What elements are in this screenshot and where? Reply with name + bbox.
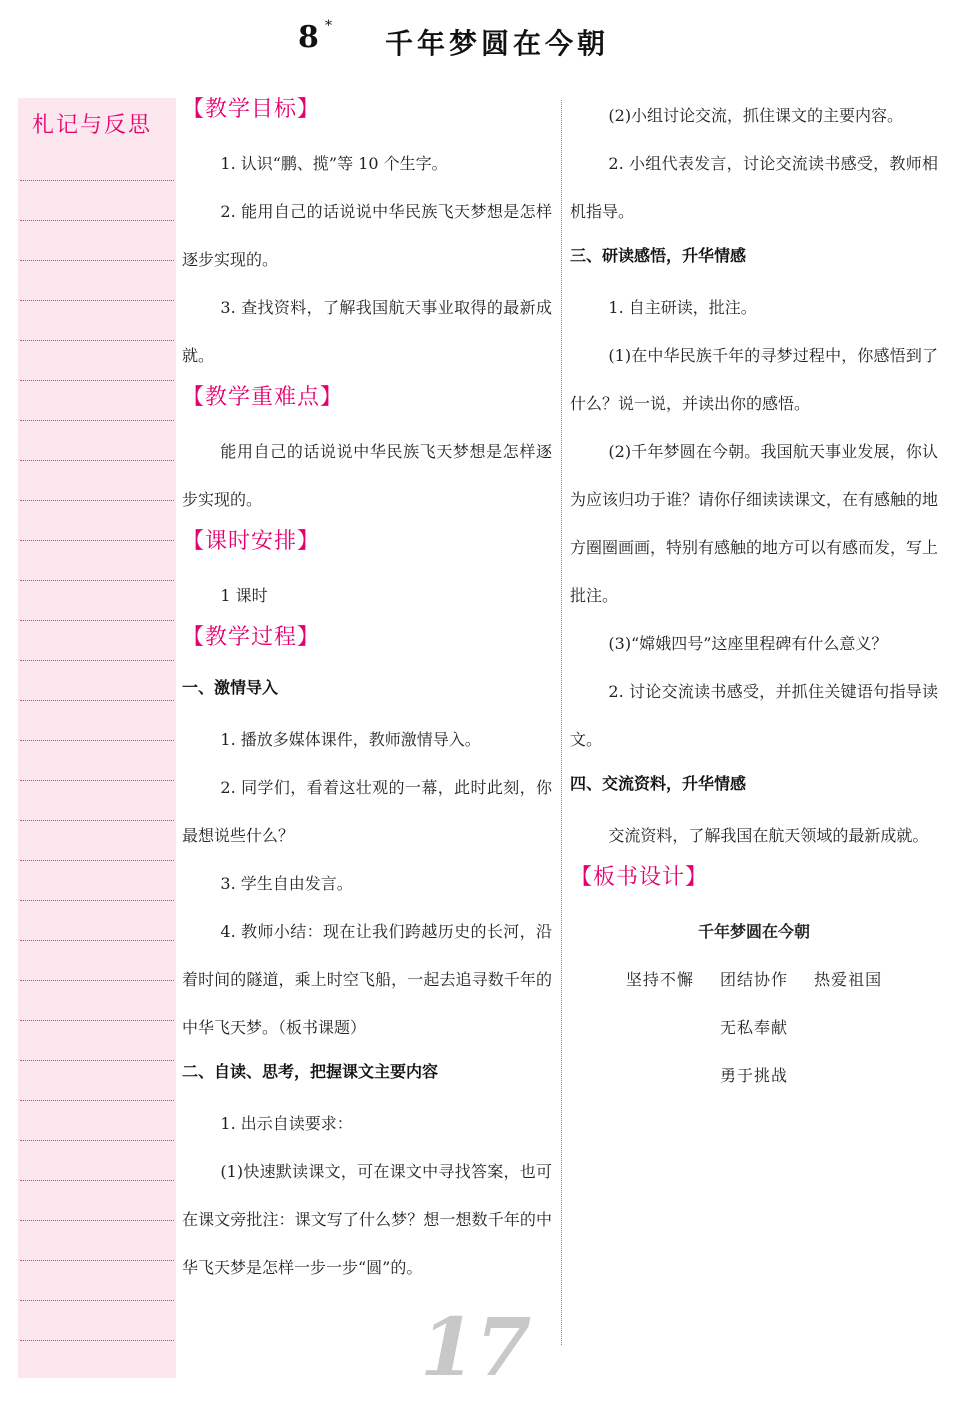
note-line: [20, 500, 174, 501]
section-title: 二、自读、思考，把握课文主要内容: [182, 1062, 439, 1081]
note-line: [20, 940, 174, 941]
process-heading: 【教学过程】: [182, 625, 321, 650]
note-line: [20, 300, 174, 301]
note-line: [20, 1060, 174, 1061]
keypoint-text: 能用自己的话说说中华民族飞天梦想是怎样逐步实现的。: [182, 442, 552, 509]
note-line: [20, 1020, 174, 1021]
keypoint-heading: 【教学重难点】: [182, 385, 344, 410]
note-line: [20, 620, 174, 621]
section-item: 2. 小组代表发言，讨论交流读书感受，教师相机指导。: [570, 154, 938, 221]
goals-heading: 【教学目标】: [182, 97, 321, 122]
note-line: [20, 460, 174, 461]
lesson-title-bar: [0, 18, 955, 62]
note-line: [20, 700, 174, 701]
board-phrase: 无私奉献: [719, 1018, 788, 1037]
section-title: 三、研读感悟，升华情感: [570, 246, 747, 265]
note-line: [20, 220, 174, 221]
note-line: [20, 740, 174, 741]
note-line: [20, 540, 174, 541]
note-line: [20, 820, 174, 821]
section-item: 1. 播放多媒体课件，教师激情导入。: [220, 730, 481, 749]
sidebar-title: 札记与反思: [32, 113, 153, 138]
note-line: [20, 1340, 174, 1341]
note-line: [20, 900, 174, 901]
section-item: 2. 同学们，看着这壮观的一幕，此时此刻，你最想说些什么？: [182, 778, 552, 845]
section-item: 3. 学生自由发言。: [220, 874, 353, 893]
note-line: [20, 580, 174, 581]
board-phrase: 团结协作: [719, 970, 788, 989]
column-divider: [561, 100, 562, 1345]
section-item: 4. 教师小结：现在让我们跨越历史的长河，沿着时间的隧道，乘上时空飞船，一起去追寻数千年的中华飞天梦。（板书课题）: [182, 922, 552, 1037]
note-line: [20, 340, 174, 341]
schedule-heading: 【课时安排】: [182, 529, 321, 554]
note-line: [20, 180, 174, 181]
section-title: 一、激情导入: [182, 678, 279, 697]
note-line: [20, 260, 174, 261]
board-row: [570, 956, 938, 1004]
left-column: [182, 92, 552, 1292]
note-line: [20, 420, 174, 421]
board-title: 千年梦圆在今朝: [697, 922, 810, 941]
section-title: 四、交流资料，升华情感: [570, 774, 747, 793]
right-column: [570, 92, 938, 1100]
note-line: [20, 1100, 174, 1101]
note-line: [20, 1180, 174, 1181]
note-line: [20, 1300, 174, 1301]
note-line: [20, 1260, 174, 1261]
section-item: 1. 自主研读，批注。: [608, 298, 757, 317]
board-phrase: 勇于挑战: [719, 1066, 788, 1085]
section-item: 2. 讨论交流读书感受，并抓住关键语句指导读文。: [570, 682, 938, 749]
goal-item: 2. 能用自己的话说说中华民族飞天梦想是怎样逐步实现的。: [182, 202, 552, 269]
note-line: [20, 780, 174, 781]
lesson-number: 8: [298, 20, 319, 55]
section-item: (1)快速默读课文，可在课文中寻找答案，也可在课文旁批注：课文写了什么梦？想一想数千年的中华飞天梦是怎样一步一步“圆”的。: [182, 1162, 552, 1277]
board-row: [570, 1004, 938, 1052]
lesson-title: 千年梦圆在今朝: [385, 27, 610, 60]
section-item: (3)“嫦娥四号”这座里程碑有什么意义？: [608, 634, 888, 653]
note-line: [20, 1220, 174, 1221]
note-line: [20, 980, 174, 981]
section-item: 1. 出示自读要求：: [220, 1114, 353, 1133]
lesson-mark: *: [325, 18, 332, 34]
board-phrase: 热爱祖国: [814, 970, 883, 989]
board-row: [570, 1052, 938, 1100]
note-line: [20, 1140, 174, 1141]
notes-sidebar: [18, 98, 176, 1378]
goal-item: 3. 查找资料，了解我国航天事业取得的最新成就。: [182, 298, 552, 365]
board-phrase: 坚持不懈: [625, 970, 694, 989]
section-item: (2)千年梦圆在今朝。我国航天事业发展，你认为应该归功于谁？请你仔细读读课文，在有感触的地方圈圈画画，特别有感触的地方可以有感而发，写上批注。: [570, 442, 939, 605]
section-item: 交流资料，了解我国在航天领域的最新成就。: [608, 826, 929, 845]
note-line: [20, 860, 174, 861]
board-heading: 【板书设计】: [570, 865, 709, 890]
schedule-text: 1 课时: [220, 586, 268, 605]
note-line: [20, 380, 174, 381]
section-item: (2)小组讨论交流，抓住课文的主要内容。: [608, 106, 904, 125]
note-line: [20, 660, 174, 661]
page-number: 17: [420, 1300, 532, 1394]
section-item: (1)在中华民族千年的寻梦过程中，你感悟到了什么？说一说，并读出你的感悟。: [570, 346, 938, 413]
goal-item: 1. 认识“鹏、揽”等 10 个生字。: [220, 154, 448, 173]
